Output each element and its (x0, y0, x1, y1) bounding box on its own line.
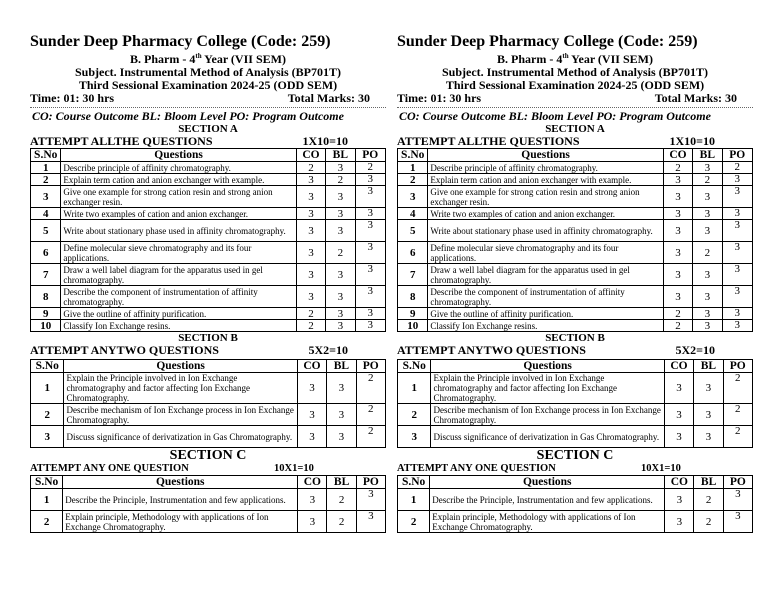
co-value: 3 (665, 489, 694, 511)
question-text: Explain the Principle involved in Ion Exchange chromatography and factor affecting Ion Exchange Chromatography. (64, 373, 297, 404)
col-questions: Questions (428, 149, 663, 162)
question-paper-left (30, 33, 386, 533)
co-value: 3 (665, 511, 694, 533)
section-a-instruction: ATTEMPT ALLTHE QUESTIONS (397, 134, 580, 148)
po-value: 2 (723, 426, 752, 448)
question-number: 1 (398, 373, 431, 404)
table-header-row (31, 149, 386, 162)
question-number: 9 (31, 308, 61, 320)
co-value: 2 (296, 308, 325, 320)
col-sno: S.No (31, 149, 61, 162)
question-number: 8 (398, 286, 428, 308)
section-c-title: SECTION C (536, 448, 614, 463)
question-number: 10 (398, 320, 428, 332)
question-number: 8 (31, 286, 61, 308)
po-value: 3 (355, 264, 385, 286)
college-title: Sunder Deep Pharmacy College (Code: 259) (30, 33, 331, 50)
question-number: 3 (398, 186, 428, 208)
section-a-marks: 1X10=10 (669, 134, 715, 148)
col-sno: S.No (398, 360, 431, 373)
bl-value: 3 (693, 286, 722, 308)
table-row (398, 220, 753, 242)
co-value: 2 (663, 308, 692, 320)
table-header-row (31, 476, 386, 489)
co-value: 3 (296, 208, 325, 220)
co-value: 3 (297, 426, 326, 448)
bl-value: 3 (693, 264, 722, 286)
co-value: 3 (664, 404, 693, 426)
po-value: 2 (722, 162, 752, 174)
question-text: Write about stationary phase used in affinity chromatography. (61, 220, 296, 242)
bl-value: 3 (693, 186, 722, 208)
po-value: 2 (723, 373, 752, 404)
co-value: 3 (296, 242, 325, 264)
total-marks-label: Total Marks: 30 (287, 91, 370, 105)
exam-line: Third Sessional Examination 2024-25 (ODD SEM) (445, 78, 705, 92)
question-text: Define molecular sieve chromatography and its four applications. (61, 242, 296, 264)
co-value: 3 (663, 286, 692, 308)
section-b-title: SECTION B (178, 332, 238, 344)
table-row (398, 286, 753, 308)
col-co: CO (296, 149, 325, 162)
question-number: 3 (31, 426, 64, 448)
co-value: 3 (663, 208, 692, 220)
question-text: Write two examples of cation and anion exchanger. (61, 208, 296, 220)
section-c-rows (31, 489, 386, 533)
question-text: Discuss significance of derivatization in Gas Chromatography. (64, 426, 297, 448)
question-text: Give the outline of affinity purification. (61, 308, 296, 320)
bl-value: 2 (327, 489, 356, 511)
section-a-instruction-row (397, 135, 753, 148)
question-text: Describe mechanism of Ion Exchange process in Ion Exchange Chromatography. (64, 404, 297, 426)
section-c-rows (398, 489, 753, 533)
section-b-instruction-row (397, 344, 753, 357)
time-label: Time: 01: 30 hrs (397, 91, 482, 105)
question-number: 1 (31, 373, 64, 404)
question-text: Describe mechanism of Ion Exchange process in Ion Exchange Chromatography. (431, 404, 664, 426)
question-text: Classify Ion Exchange resins. (61, 320, 296, 332)
bl-value: 3 (327, 373, 356, 404)
question-text: Describe the component of instrumentation of affinity chromatography. (61, 286, 296, 308)
table-row (31, 242, 386, 264)
section-c-instruction: ATTEMPT ANY ONE QUESTION (30, 463, 189, 474)
co-value: 3 (296, 286, 325, 308)
co-value: 3 (663, 242, 692, 264)
question-number: 6 (31, 242, 61, 264)
bl-value: 3 (694, 426, 723, 448)
question-text: Explain the Principle involved in Ion Exchange chromatography and factor affecting Ion Exchange Chromatography. (431, 373, 664, 404)
bl-value: 3 (326, 220, 355, 242)
question-number: 7 (31, 264, 61, 286)
subject-line: Subject. Instrumental Method of Analysis (BP701T) (74, 65, 341, 79)
question-number: 5 (398, 220, 428, 242)
co-value: 3 (663, 264, 692, 286)
bl-value: 2 (693, 174, 722, 186)
po-value: 3 (722, 186, 752, 208)
question-text: Draw a well label diagram for the apparatus used in gel chromatography. (428, 264, 663, 286)
question-text: Discuss significance of derivatization in Gas Chromatography. (431, 426, 664, 448)
table-header-row (398, 149, 753, 162)
po-value: 3 (723, 511, 752, 533)
question-number: 10 (31, 320, 61, 332)
section-c-marks: 10X1=10 (641, 463, 681, 474)
bl-value: 3 (693, 220, 722, 242)
bl-value: 3 (694, 404, 723, 426)
section-b-table (397, 359, 753, 448)
program-line: B. Pharm - 4th Year (VII SEM) (130, 52, 286, 66)
col-sno: S.No (398, 476, 430, 489)
table-row (31, 373, 386, 404)
question-number: 2 (398, 174, 428, 186)
col-po: PO (723, 360, 752, 373)
po-value: 3 (722, 264, 752, 286)
col-sno: S.No (398, 149, 428, 162)
question-number: 1 (31, 489, 63, 511)
po-value: 3 (355, 320, 385, 332)
table-header-row (398, 360, 753, 373)
po-value: 3 (355, 186, 385, 208)
table-row (31, 404, 386, 426)
table-row (398, 511, 753, 533)
question-number: 3 (31, 186, 61, 208)
section-a-table (30, 148, 386, 332)
col-co: CO (298, 476, 327, 489)
question-number: 2 (398, 404, 431, 426)
co-value: 3 (664, 373, 693, 404)
col-bl: BL (694, 476, 723, 489)
table-row (398, 489, 753, 511)
col-po: PO (356, 476, 385, 489)
col-po: PO (355, 149, 385, 162)
question-number: 3 (398, 426, 431, 448)
co-value: 2 (296, 162, 325, 174)
section-b-table (30, 359, 386, 448)
co-value: 3 (663, 174, 692, 186)
question-number: 2 (31, 511, 63, 533)
po-value: 3 (356, 511, 385, 533)
bl-value: 3 (327, 404, 356, 426)
col-bl: BL (326, 149, 355, 162)
col-questions: Questions (63, 476, 298, 489)
section-c-table (30, 475, 386, 533)
section-b-instruction-row (30, 344, 386, 357)
question-number: 7 (398, 264, 428, 286)
co-value: 3 (296, 186, 325, 208)
col-bl: BL (693, 149, 722, 162)
po-value: 3 (355, 174, 385, 186)
bl-value: 3 (326, 308, 355, 320)
table-row (398, 242, 753, 264)
table-row (398, 162, 753, 174)
table-row (398, 373, 753, 404)
po-value: 3 (355, 286, 385, 308)
section-b-rows (398, 373, 753, 448)
co-value: 2 (663, 320, 692, 332)
col-bl: BL (327, 476, 356, 489)
question-text: Define molecular sieve chromatography and its four applications. (428, 242, 663, 264)
table-header-row (31, 360, 386, 373)
col-po: PO (356, 360, 385, 373)
question-text: Describe the Principle, Instrumentation and few applications. (430, 489, 665, 511)
question-number: 2 (31, 174, 61, 186)
question-text: Give one example for strong cation resin and strong anion exchanger resin. (428, 186, 663, 208)
total-marks-label: Total Marks: 30 (654, 91, 737, 105)
col-co: CO (663, 149, 692, 162)
question-number: 2 (31, 404, 64, 426)
question-text: Describe principle of affinity chromatography. (428, 162, 663, 174)
col-questions: Questions (430, 476, 665, 489)
section-b-instruction: ATTEMPT ANYTWO QUESTIONS (397, 343, 586, 357)
co-value: 2 (296, 320, 325, 332)
col-bl: BL (327, 360, 356, 373)
question-text: Describe principle of affinity chromatography. (61, 162, 296, 174)
table-row (31, 286, 386, 308)
question-text: Explain term cation and anion exchanger with example. (61, 174, 296, 186)
bl-value: 2 (326, 174, 355, 186)
section-b-rows (31, 373, 386, 448)
bl-value: 3 (694, 373, 723, 404)
bl-value: 3 (326, 320, 355, 332)
section-a-instruction-row (30, 135, 386, 148)
po-value: 3 (722, 174, 752, 186)
po-value: 3 (355, 208, 385, 220)
table-row (31, 426, 386, 448)
question-number: 4 (31, 208, 61, 220)
col-co: CO (297, 360, 326, 373)
section-b-marks: 5X2=10 (675, 343, 715, 357)
bl-value: 3 (327, 426, 356, 448)
college-title: Sunder Deep Pharmacy College (Code: 259) (397, 33, 698, 50)
question-text: Describe the Principle, Instrumentation and few applications. (63, 489, 298, 511)
legend-line: CO: Course Outcome BL: Bloom Level PO: Program Outcome (399, 109, 711, 123)
table-row (398, 404, 753, 426)
time-label: Time: 01: 30 hrs (30, 91, 115, 105)
section-c-instruction-row (30, 463, 386, 475)
table-row (31, 489, 386, 511)
bl-value: 3 (326, 286, 355, 308)
section-c-instruction-row (397, 463, 753, 475)
bl-value: 2 (326, 242, 355, 264)
table-row (398, 208, 753, 220)
question-paper-right (397, 33, 753, 533)
table-row (398, 264, 753, 286)
question-text: Write about stationary phase used in affinity chromatography. (428, 220, 663, 242)
bl-value: 3 (693, 320, 722, 332)
col-questions: Questions (431, 360, 664, 373)
question-text: Explain term cation and anion exchanger with example. (428, 174, 663, 186)
section-b-marks: 5X2=10 (308, 343, 348, 357)
section-b-title: SECTION B (545, 332, 605, 344)
co-value: 3 (298, 489, 327, 511)
table-row (398, 308, 753, 320)
bl-value: 3 (693, 162, 722, 174)
table-row (31, 220, 386, 242)
bl-value: 3 (326, 208, 355, 220)
question-text: Give one example for strong cation resin and strong anion exchanger resin. (61, 186, 296, 208)
question-text: Give the outline of affinity purification. (428, 308, 663, 320)
table-row (31, 162, 386, 174)
po-value: 3 (722, 308, 752, 320)
table-row (398, 174, 753, 186)
co-value: 3 (296, 174, 325, 186)
po-value: 3 (355, 220, 385, 242)
subject-line: Subject. Instrumental Method of Analysis (BP701T) (441, 65, 708, 79)
co-value: 3 (297, 404, 326, 426)
bl-value: 3 (326, 264, 355, 286)
bl-value: 2 (694, 511, 723, 533)
col-bl: BL (694, 360, 723, 373)
question-number: 5 (31, 220, 61, 242)
bl-value: 3 (693, 208, 722, 220)
po-value: 3 (722, 220, 752, 242)
question-text: Explain principle, Methodology with applications of Ion Exchange Chromatography. (63, 511, 298, 533)
bl-value: 2 (693, 242, 722, 264)
question-number: 1 (398, 489, 430, 511)
divider (397, 107, 753, 108)
col-po: PO (722, 149, 752, 162)
table-row (31, 186, 386, 208)
table-row (31, 320, 386, 332)
col-questions: Questions (61, 149, 296, 162)
col-sno: S.No (31, 476, 63, 489)
po-value: 3 (722, 320, 752, 332)
section-a-rows (398, 162, 753, 332)
po-value: 3 (722, 286, 752, 308)
section-c-marks: 10X1=10 (274, 463, 314, 474)
col-co: CO (664, 360, 693, 373)
bl-value: 3 (693, 308, 722, 320)
co-value: 3 (296, 220, 325, 242)
section-b-instruction: ATTEMPT ANYTWO QUESTIONS (30, 343, 219, 357)
section-a-rows (31, 162, 386, 332)
col-questions: Questions (64, 360, 297, 373)
section-a-marks: 1X10=10 (302, 134, 348, 148)
bl-value: 2 (327, 511, 356, 533)
table-row (398, 320, 753, 332)
section-a-instruction: ATTEMPT ALLTHE QUESTIONS (30, 134, 213, 148)
exam-line: Third Sessional Examination 2024-25 (ODD SEM) (78, 78, 338, 92)
col-co: CO (665, 476, 694, 489)
po-value: 2 (355, 162, 385, 174)
question-text: Classify Ion Exchange resins. (428, 320, 663, 332)
section-c-instruction: ATTEMPT ANY ONE QUESTION (397, 463, 556, 474)
question-text: Write two examples of cation and anion exchanger. (428, 208, 663, 220)
question-number: 2 (398, 511, 430, 533)
po-value: 2 (723, 404, 752, 426)
table-row (31, 264, 386, 286)
table-row (31, 308, 386, 320)
question-number: 9 (398, 308, 428, 320)
po-value: 3 (355, 242, 385, 264)
time-marks-row (397, 92, 753, 105)
table-row (31, 511, 386, 533)
section-a-table (397, 148, 753, 332)
po-value: 3 (723, 489, 752, 511)
question-text: Explain principle, Methodology with applications of Ion Exchange Chromatography. (430, 511, 665, 533)
table-row (398, 426, 753, 448)
po-value: 3 (355, 308, 385, 320)
bl-value: 3 (326, 162, 355, 174)
co-value: 3 (664, 426, 693, 448)
question-text: Draw a well label diagram for the apparatus used in gel chromatography. (61, 264, 296, 286)
time-marks-row (30, 92, 386, 105)
section-c-table (397, 475, 753, 533)
legend-line: CO: Course Outcome BL: Bloom Level PO: Program Outcome (32, 109, 344, 123)
po-value: 3 (356, 489, 385, 511)
question-text: Describe the component of instrumentation of affinity chromatography. (428, 286, 663, 308)
table-row (31, 174, 386, 186)
question-number: 1 (31, 162, 61, 174)
table-row (398, 186, 753, 208)
po-value: 3 (722, 242, 752, 264)
divider (30, 107, 386, 108)
po-value: 2 (356, 404, 385, 426)
bl-value: 3 (326, 186, 355, 208)
co-value: 3 (297, 373, 326, 404)
po-value: 3 (722, 208, 752, 220)
section-a-title: SECTION A (545, 123, 605, 135)
po-value: 2 (356, 426, 385, 448)
co-value: 3 (296, 264, 325, 286)
co-value: 3 (298, 511, 327, 533)
col-sno: S.No (31, 360, 64, 373)
po-value: 2 (356, 373, 385, 404)
section-a-title: SECTION A (178, 123, 238, 135)
program-line: B. Pharm - 4th Year (VII SEM) (497, 52, 653, 66)
bl-value: 2 (694, 489, 723, 511)
question-number: 6 (398, 242, 428, 264)
col-po: PO (723, 476, 752, 489)
question-number: 4 (398, 208, 428, 220)
co-value: 2 (663, 162, 692, 174)
section-c-title: SECTION C (169, 448, 247, 463)
co-value: 3 (663, 186, 692, 208)
table-row (31, 208, 386, 220)
table-header-row (398, 476, 753, 489)
question-number: 1 (398, 162, 428, 174)
co-value: 3 (663, 220, 692, 242)
